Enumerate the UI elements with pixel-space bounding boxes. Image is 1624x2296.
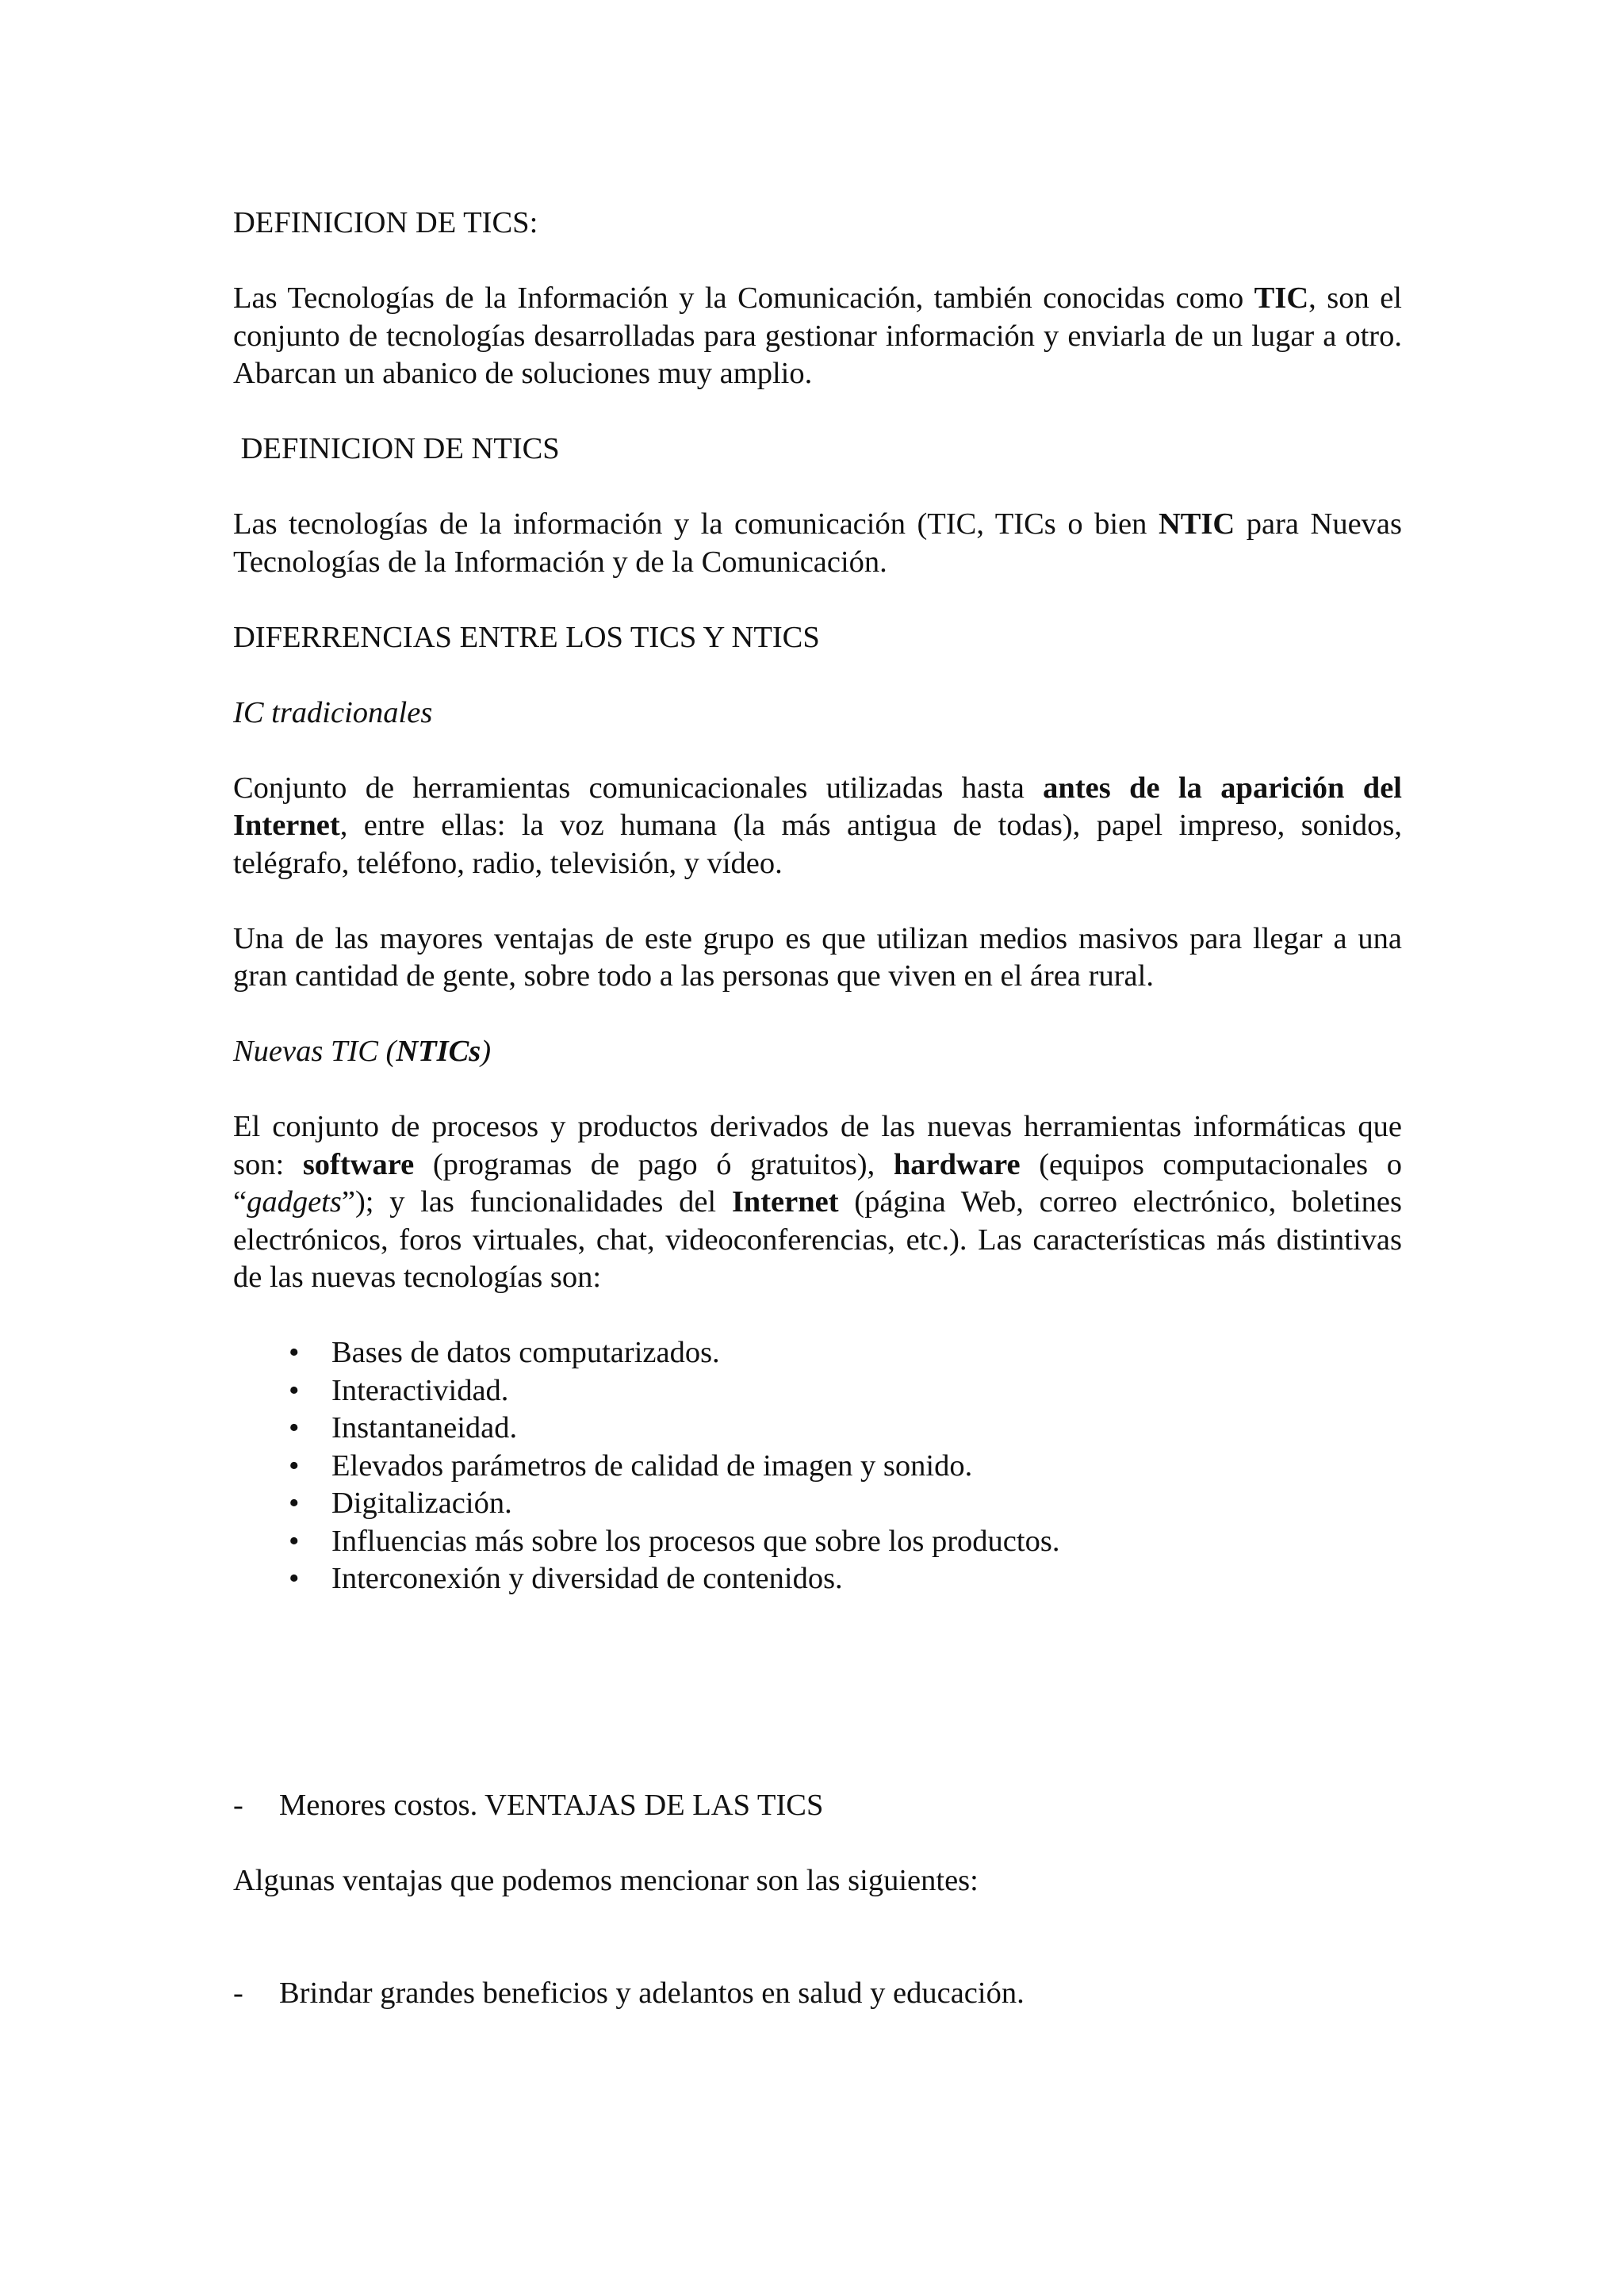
paragraph-definicion-ntics: Las tecnologías de la información y la comunicación (TIC, TICs o bien NTIC para Nuevas Tecnologías de la Información y de la Comunicación. bbox=[233, 507, 1403, 579]
paragraph-ventajas-grupo: Una de las mayores ventajas de este grupo es que utilizan medios masivos para llegar a una gran cantidad de gente, sobre todo a las personas que viven en el área rural. bbox=[233, 921, 1402, 993]
bullet-icon: • bbox=[289, 1411, 300, 1445]
paragraph-ventajas-intro: Algunas ventajas que podemos mencionar son las siguientes: bbox=[233, 1863, 979, 1897]
characteristics-list bbox=[233, 1334, 1402, 1598]
dash-item-beneficios: - Brindar grandes beneficios y adelantos en salud y educación. bbox=[233, 1975, 1402, 2013]
list-item: • Instantaneidad. bbox=[233, 1410, 1402, 1448]
list-item: • Digitalización. bbox=[233, 1485, 1402, 1523]
bullet-icon: • bbox=[289, 1336, 300, 1369]
list-item: • Interactividad. bbox=[233, 1372, 1402, 1410]
paragraph-ic-tradicionales: Conjunto de herramientas comunicacionales utilizadas hasta antes de la aparición del Internet, entre ellas: la voz humana (la más antigua de todas), papel impreso, sonidos, telégrafo, teléfono, radio, televisión, y vídeo. bbox=[233, 771, 1402, 880]
bullet-icon: • bbox=[289, 1487, 300, 1520]
bullet-icon: • bbox=[289, 1373, 300, 1407]
list-item: • Influencias más sobre los procesos que sobre los productos. bbox=[233, 1523, 1402, 1561]
bullet-icon: • bbox=[289, 1524, 300, 1558]
heading-definicion-ntics: DEFINICION DE NTICS bbox=[233, 432, 560, 465]
dash-icon: - bbox=[233, 1788, 243, 1822]
dash-item-menores-costos: - Menores costos. VENTAJAS DE LAS TICS bbox=[233, 1787, 1402, 1825]
list-item: • Elevados parámetros de calidad de imagen y sonido. bbox=[233, 1448, 1402, 1486]
heading-definicion-tics: DEFINICION DE TICS: bbox=[233, 206, 538, 239]
subheading-ic-tradicionales: IC tradicionales bbox=[233, 695, 433, 729]
list-item: • Interconexión y diversidad de contenidos. bbox=[233, 1560, 1402, 1598]
paragraph-nuevas-tic: El conjunto de procesos y productos derivados de las nuevas herramientas informáticas que son: software (programas de pago ó gratuitos), hardware (equipos computacionales o “gadgets”); y las funcionalidades del Internet (página Web, correo electrónico, boletines electrónicos, foros virtuales, chat, videoconferencias, etc.). Las características más distintivas de las nuevas tecnologías son: bbox=[233, 1110, 1403, 1294]
heading-diferencias: DIFERRENCIAS ENTRE LOS TICS Y NTICS bbox=[233, 620, 820, 654]
bullet-icon: • bbox=[289, 1562, 300, 1595]
dash-icon: - bbox=[233, 1976, 243, 2010]
list-item: • Bases de datos computarizados. bbox=[233, 1334, 1402, 1372]
paragraph-definicion-tics: Las Tecnologías de la Información y la Comunicación, también conocidas como TIC, son el conjunto de tecnologías desarrolladas para gestionar información y enviarla de un lugar a otro. Abarcan un abanico de soluciones muy amplio. bbox=[233, 281, 1402, 390]
bullet-icon: • bbox=[289, 1448, 300, 1483]
subheading-nuevas-tic: Nuevas TIC (NTICs) bbox=[233, 1035, 492, 1068]
